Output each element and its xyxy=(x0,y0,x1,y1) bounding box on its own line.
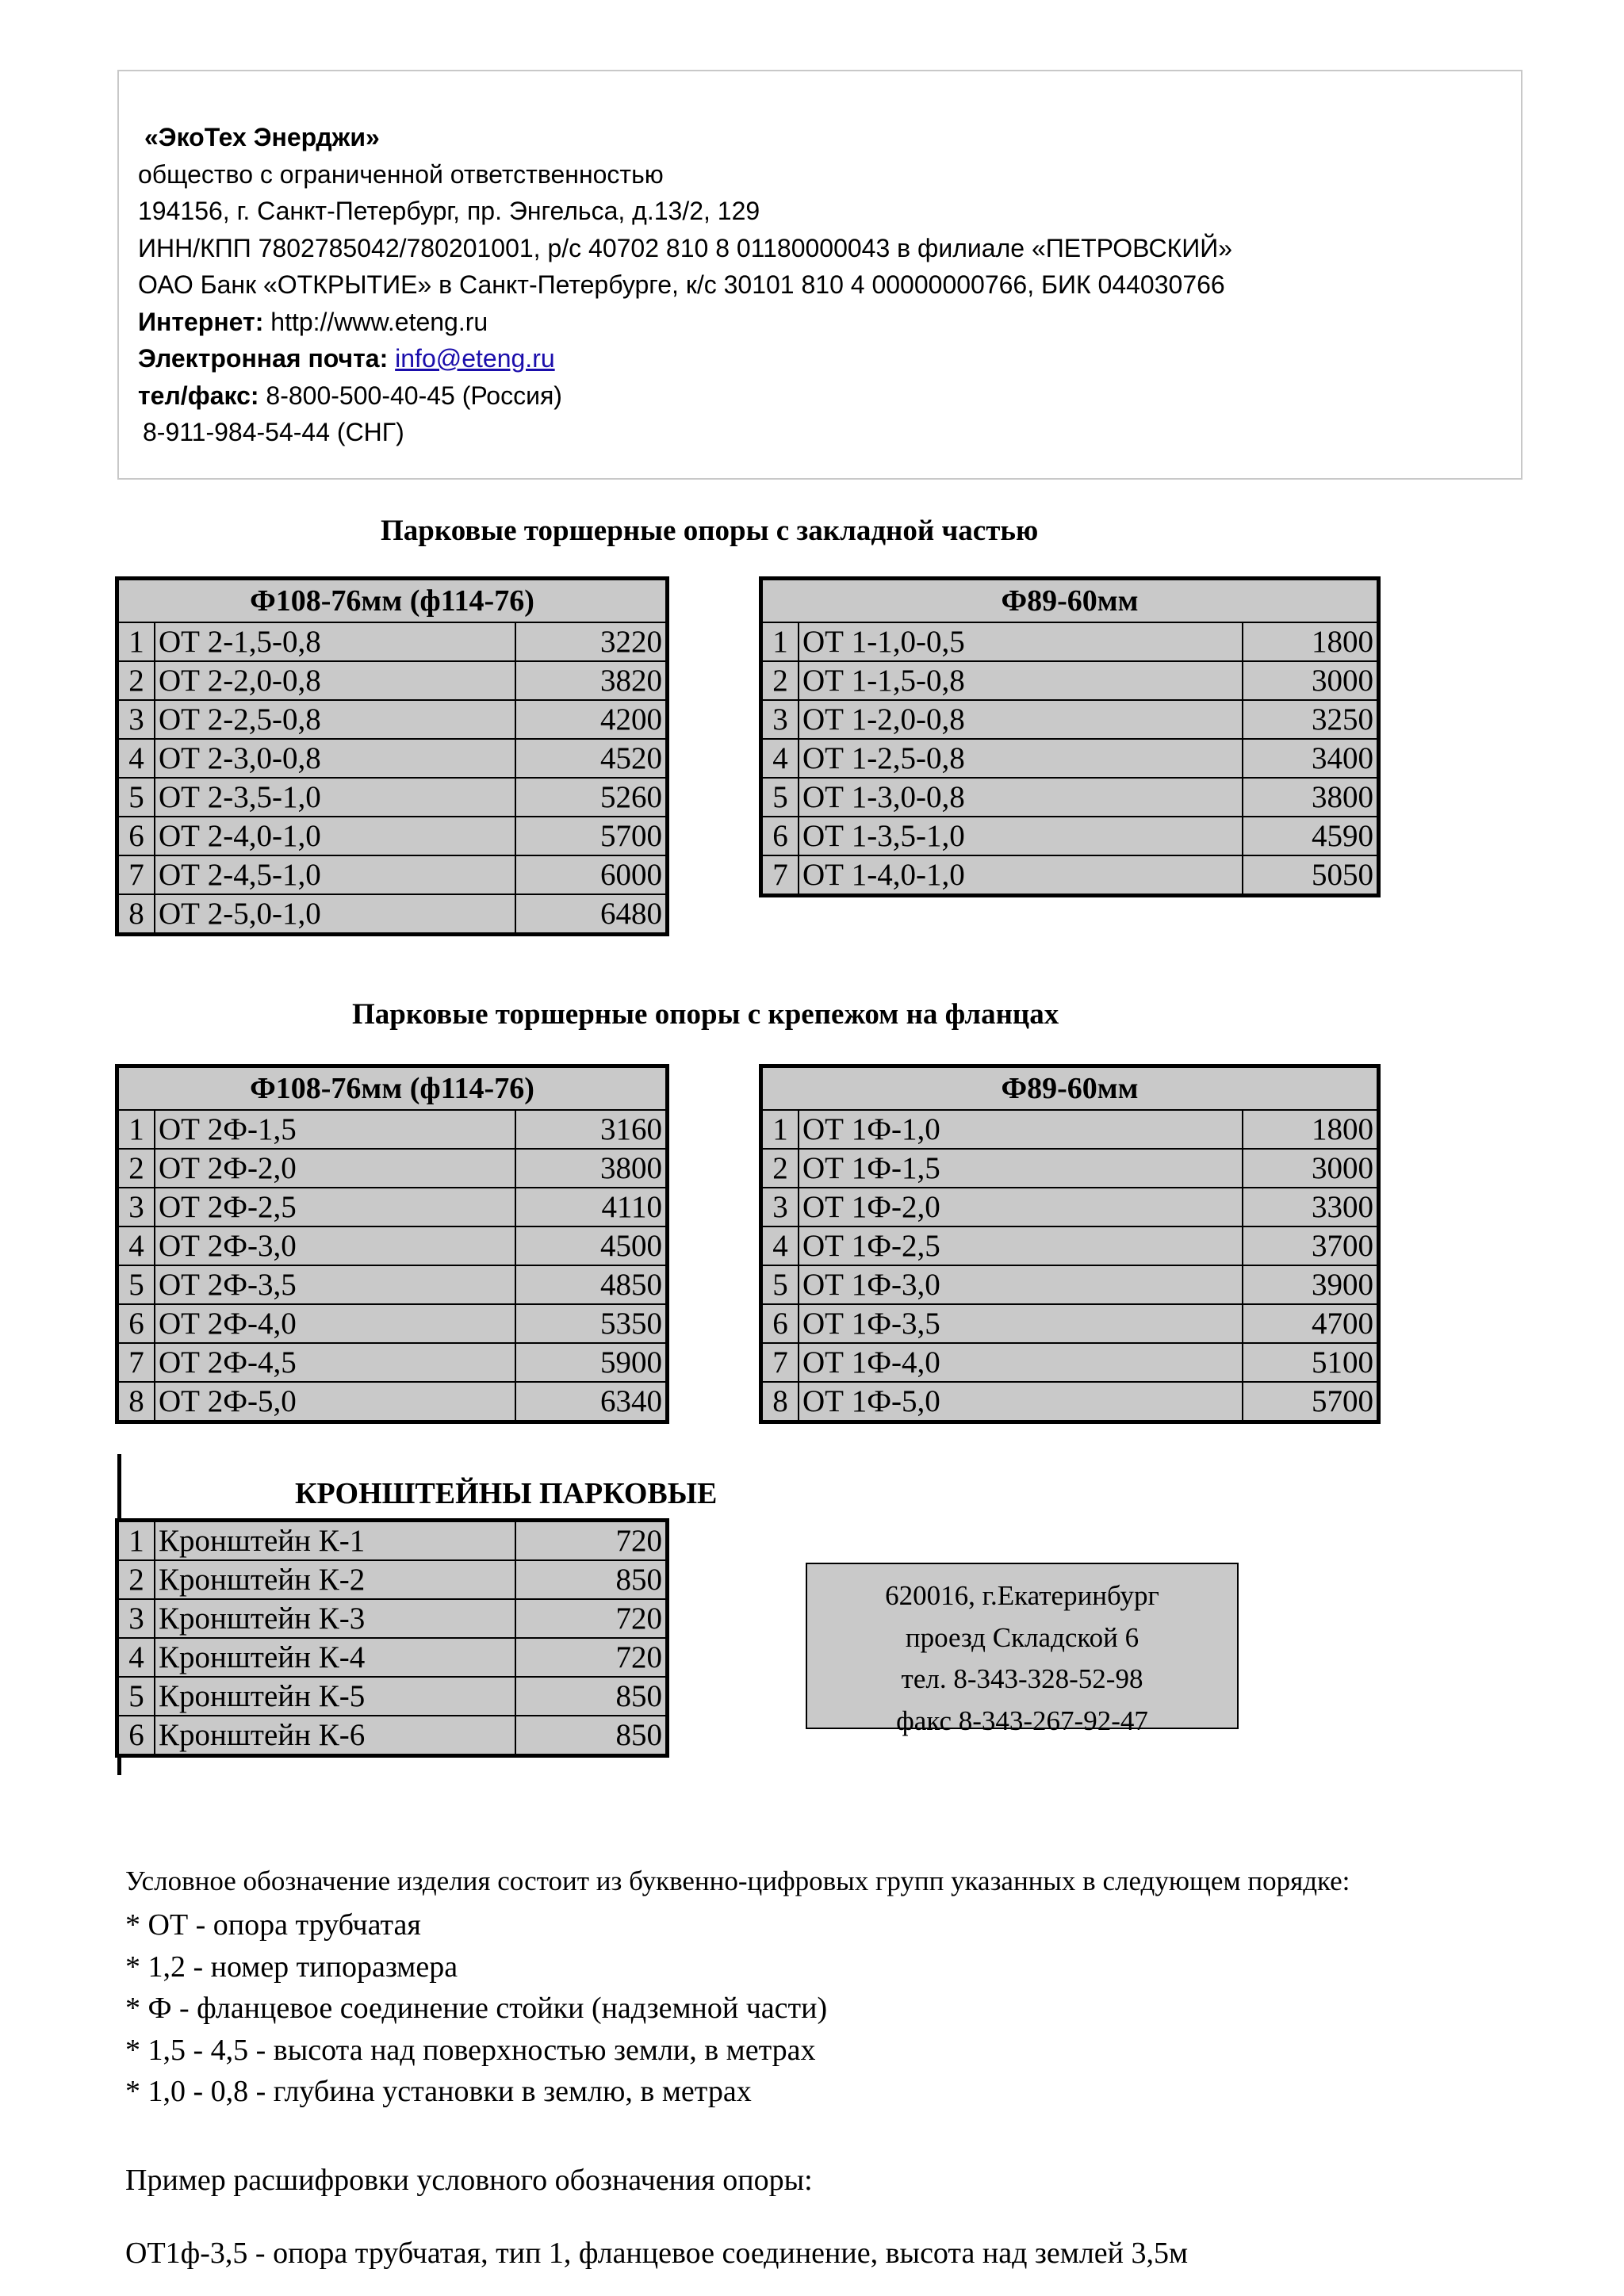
row-number: 1 xyxy=(762,622,799,661)
table-row xyxy=(762,817,1377,855)
company-bank-line-1: ИНН/КПП 7802785042/780201001, р/с 40702 810 8 01180000043 в филиале «ПЕТРОВСКИЙ» xyxy=(138,233,1232,262)
row-number: 8 xyxy=(118,894,155,933)
table-row xyxy=(118,1304,666,1343)
item-name: ОТ 2Ф-3,5 xyxy=(155,1265,515,1304)
table-header: Ф89-60мм xyxy=(762,1067,1377,1110)
row-number: 6 xyxy=(118,1716,155,1755)
company-legal-form: общество с ограниченной ответственностью xyxy=(138,159,664,189)
table-body xyxy=(118,622,666,933)
row-number: 8 xyxy=(762,1382,799,1421)
table-row xyxy=(118,817,666,855)
company-phone xyxy=(138,377,1521,415)
table-header: Ф108-76мм (ф114-76) xyxy=(118,580,666,622)
item-price: 1800 xyxy=(1243,1110,1377,1149)
item-price: 4200 xyxy=(515,700,666,739)
table-row xyxy=(762,1110,1377,1149)
note-item: * 1,5 - 4,5 - высота над поверхностью земли, в метрах xyxy=(125,2033,816,2067)
table-row xyxy=(118,1110,666,1149)
table-row xyxy=(118,1226,666,1265)
item-price: 850 xyxy=(515,1677,666,1716)
row-number: 1 xyxy=(118,622,155,661)
notes-intro: Условное обозначение изделия состоит из буквенно-цифровых групп указанных в следующем порядке: xyxy=(125,1866,1350,1896)
item-name: ОТ 2-5,0-1,0 xyxy=(155,894,515,933)
table-row xyxy=(762,1149,1377,1188)
item-name: ОТ 1Ф-3,0 xyxy=(799,1265,1243,1304)
table-row xyxy=(118,1560,666,1599)
row-number: 4 xyxy=(118,1226,155,1265)
table-row xyxy=(762,1265,1377,1304)
table-row xyxy=(118,894,666,933)
item-name: ОТ 2-3,0-0,8 xyxy=(155,739,515,778)
item-name: ОТ 1Ф-2,0 xyxy=(799,1188,1243,1226)
item-price: 5900 xyxy=(515,1343,666,1382)
row-number: 4 xyxy=(118,1638,155,1677)
section1-left-table xyxy=(117,579,667,934)
item-name: ОТ 1-2,5-0,8 xyxy=(799,739,1243,778)
row-number: 5 xyxy=(762,778,799,817)
address-fax: факс 8-343-267-92-47 xyxy=(896,1705,1148,1736)
item-price: 5700 xyxy=(1243,1382,1377,1421)
table-row xyxy=(118,1188,666,1226)
item-price: 3820 xyxy=(515,661,666,700)
item-name: ОТ 1Ф-5,0 xyxy=(799,1382,1243,1421)
item-name: Кронштейн К-1 xyxy=(155,1521,515,1560)
table-row xyxy=(118,700,666,739)
table-row xyxy=(762,1382,1377,1421)
item-price: 3160 xyxy=(515,1110,666,1149)
table-row xyxy=(118,1343,666,1382)
table-row xyxy=(762,855,1377,894)
row-number: 6 xyxy=(762,1304,799,1343)
table-row xyxy=(762,622,1377,661)
item-name: ОТ 2-4,0-1,0 xyxy=(155,817,515,855)
item-name: ОТ 2-2,0-0,8 xyxy=(155,661,515,700)
designation-notes xyxy=(125,1858,1553,2113)
address-line-1: 620016, г.Екатеринбург xyxy=(885,1580,1159,1611)
item-name: ОТ 2Ф-5,0 xyxy=(155,1382,515,1421)
row-number: 6 xyxy=(118,1304,155,1343)
table-row xyxy=(118,1716,666,1755)
email-link[interactable]: info@eteng.ru xyxy=(395,344,555,373)
note-item: * 1,0 - 0,8 - глубина установки в землю, в метрах xyxy=(125,2075,752,2108)
row-number: 1 xyxy=(118,1521,155,1560)
table-body xyxy=(118,1521,666,1755)
item-price: 5350 xyxy=(515,1304,666,1343)
table-row xyxy=(762,1226,1377,1265)
table-row xyxy=(762,1343,1377,1382)
item-name: ОТ 1-3,5-1,0 xyxy=(799,817,1243,855)
item-price: 5050 xyxy=(1243,855,1377,894)
example-title: Пример расшифровки условного обозначения опоры: xyxy=(125,2164,813,2197)
row-number: 7 xyxy=(762,855,799,894)
company-email xyxy=(138,340,1521,377)
item-price: 6340 xyxy=(515,1382,666,1421)
item-name: ОТ 2Ф-4,5 xyxy=(155,1343,515,1382)
brackets-table xyxy=(117,1521,667,1755)
row-number: 5 xyxy=(118,1677,155,1716)
table-body xyxy=(762,622,1377,894)
item-price: 3250 xyxy=(1243,700,1377,739)
row-number: 2 xyxy=(762,1149,799,1188)
item-price: 3400 xyxy=(1243,739,1377,778)
table-body xyxy=(118,1110,666,1421)
item-name: ОТ 1Ф-1,0 xyxy=(799,1110,1243,1149)
section1-right-table xyxy=(761,579,1378,895)
row-number: 6 xyxy=(762,817,799,855)
item-name: Кронштейн К-2 xyxy=(155,1560,515,1599)
section1-title: Парковые торшерные опоры с закладной частью xyxy=(381,515,1039,547)
phone-value: 8-800-500-40-45 (Россия) xyxy=(259,381,562,410)
table-row xyxy=(118,622,666,661)
row-number: 7 xyxy=(762,1343,799,1382)
item-price: 3700 xyxy=(1243,1226,1377,1265)
item-name: ОТ 2Ф-2,0 xyxy=(155,1149,515,1188)
item-price: 4700 xyxy=(1243,1304,1377,1343)
item-name: ОТ 1Ф-4,0 xyxy=(799,1343,1243,1382)
item-price: 4590 xyxy=(1243,817,1377,855)
internet-label: Интернет: xyxy=(138,307,264,336)
item-price: 5700 xyxy=(515,817,666,855)
table-row xyxy=(118,1382,666,1421)
item-name: Кронштейн К-5 xyxy=(155,1677,515,1716)
item-name: ОТ 1-1,5-0,8 xyxy=(799,661,1243,700)
table-row xyxy=(762,1304,1377,1343)
item-name: ОТ 2-4,5-1,0 xyxy=(155,855,515,894)
item-name: ОТ 2Ф-4,0 xyxy=(155,1304,515,1343)
item-name: Кронштейн К-3 xyxy=(155,1599,515,1638)
table-row xyxy=(118,1521,666,1560)
row-number: 6 xyxy=(118,817,155,855)
item-price: 3800 xyxy=(515,1149,666,1188)
table-header: Ф108-76мм (ф114-76) xyxy=(118,1067,666,1110)
row-number: 3 xyxy=(118,1188,155,1226)
item-price: 720 xyxy=(515,1521,666,1560)
address-phone: тел. 8-343-328-52-98 xyxy=(901,1663,1143,1694)
item-price: 4850 xyxy=(515,1265,666,1304)
table-row xyxy=(118,1599,666,1638)
item-price: 4520 xyxy=(515,739,666,778)
item-price: 6480 xyxy=(515,894,666,933)
item-name: ОТ 2-2,5-0,8 xyxy=(155,700,515,739)
item-name: ОТ 2Ф-2,5 xyxy=(155,1188,515,1226)
table-row xyxy=(762,1188,1377,1226)
table-header: Ф89-60мм xyxy=(762,580,1377,622)
item-name: Кронштейн К-4 xyxy=(155,1638,515,1677)
section2-title: Парковые торшерные опоры с крепежом на фланцах xyxy=(352,998,1059,1031)
item-name: ОТ 2-3,5-1,0 xyxy=(155,778,515,817)
item-name: ОТ 1-1,0-0,5 xyxy=(799,622,1243,661)
item-price: 3000 xyxy=(1243,1149,1377,1188)
row-number: 5 xyxy=(762,1265,799,1304)
row-number: 7 xyxy=(118,855,155,894)
item-name: ОТ 2Ф-1,5 xyxy=(155,1110,515,1149)
item-price: 720 xyxy=(515,1599,666,1638)
row-number: 1 xyxy=(762,1110,799,1149)
item-price: 5100 xyxy=(1243,1343,1377,1382)
internet-value: http://www.eteng.ru xyxy=(263,307,488,336)
item-name: ОТ 1Ф-2,5 xyxy=(799,1226,1243,1265)
row-number: 8 xyxy=(118,1382,155,1421)
row-number: 4 xyxy=(762,739,799,778)
note-item: * Ф - фланцевое соединение стойки (надземной части) xyxy=(125,1992,828,2025)
item-price: 3300 xyxy=(1243,1188,1377,1226)
row-number: 3 xyxy=(762,700,799,739)
section2-left-table xyxy=(117,1066,667,1422)
row-number: 2 xyxy=(118,1560,155,1599)
item-name: ОТ 1Ф-3,5 xyxy=(799,1304,1243,1343)
item-price: 4500 xyxy=(515,1226,666,1265)
company-phone-2: 8-911-984-54-44 (СНГ) xyxy=(143,418,404,446)
company-name: «ЭкоТех Энерджи» xyxy=(144,123,380,151)
phone-label: тел/факс: xyxy=(138,381,259,410)
row-number: 3 xyxy=(762,1188,799,1226)
row-number: 5 xyxy=(118,778,155,817)
company-info-box xyxy=(117,70,1522,480)
table-row xyxy=(118,1149,666,1188)
row-number: 2 xyxy=(118,1149,155,1188)
row-number: 4 xyxy=(762,1226,799,1265)
row-number: 3 xyxy=(118,1599,155,1638)
table-row xyxy=(762,739,1377,778)
address-box xyxy=(806,1563,1239,1736)
item-price: 720 xyxy=(515,1638,666,1677)
brackets-title: КРОНШТЕЙНЫ ПАРКОВЫЕ xyxy=(295,1477,718,1510)
item-price: 3900 xyxy=(1243,1265,1377,1304)
row-number: 4 xyxy=(118,739,155,778)
table-row xyxy=(762,661,1377,700)
item-price: 3220 xyxy=(515,622,666,661)
table-row xyxy=(118,1677,666,1716)
table-row xyxy=(118,1265,666,1304)
row-number: 3 xyxy=(118,700,155,739)
item-price: 3000 xyxy=(1243,661,1377,700)
item-name: ОТ 2-1,5-0,8 xyxy=(155,622,515,661)
example-text: ОТ1ф-3,5 - опора трубчатая, тип 1, фланцевое соединение, высота над землей 3,5м xyxy=(125,2237,1189,2270)
company-internet xyxy=(138,304,1521,341)
row-number: 2 xyxy=(118,661,155,700)
item-name: ОТ 1-2,0-0,8 xyxy=(799,700,1243,739)
note-item: * ОТ - опора трубчатая xyxy=(125,1908,421,1942)
item-price: 3800 xyxy=(1243,778,1377,817)
item-name: ОТ 1Ф-1,5 xyxy=(799,1149,1243,1188)
item-price: 850 xyxy=(515,1560,666,1599)
table-row xyxy=(118,855,666,894)
table-row xyxy=(118,661,666,700)
item-name: ОТ 1-3,0-0,8 xyxy=(799,778,1243,817)
item-price: 4110 xyxy=(515,1188,666,1226)
item-name: ОТ 1-4,0-1,0 xyxy=(799,855,1243,894)
address-line-2: проезд Складской 6 xyxy=(905,1621,1139,1653)
email-label: Электронная почта: xyxy=(138,344,389,373)
item-price: 6000 xyxy=(515,855,666,894)
section2-right-table xyxy=(761,1066,1378,1422)
row-number: 1 xyxy=(118,1110,155,1149)
row-number: 7 xyxy=(118,1343,155,1382)
item-price: 1800 xyxy=(1243,622,1377,661)
company-bank-line-2: ОАО Банк «ОТКРЫТИЕ» в Санкт-Петербурге, к/с 30101 810 4 00000000766, БИК 044030766 xyxy=(138,270,1225,299)
item-name: ОТ 2Ф-3,0 xyxy=(155,1226,515,1265)
row-number: 5 xyxy=(118,1265,155,1304)
table-row xyxy=(118,739,666,778)
item-name: Кронштейн К-6 xyxy=(155,1716,515,1755)
item-price: 5260 xyxy=(515,778,666,817)
item-price: 850 xyxy=(515,1716,666,1755)
table-row xyxy=(762,778,1377,817)
row-number: 2 xyxy=(762,661,799,700)
table-row xyxy=(118,778,666,817)
note-item: * 1,2 - номер типоразмера xyxy=(125,1950,458,1984)
table-row xyxy=(118,1638,666,1677)
table-row xyxy=(762,700,1377,739)
company-address: 194156, г. Санкт-Петербург, пр. Энгельса, д.13/2, 129 xyxy=(138,197,760,225)
table-body xyxy=(762,1110,1377,1421)
